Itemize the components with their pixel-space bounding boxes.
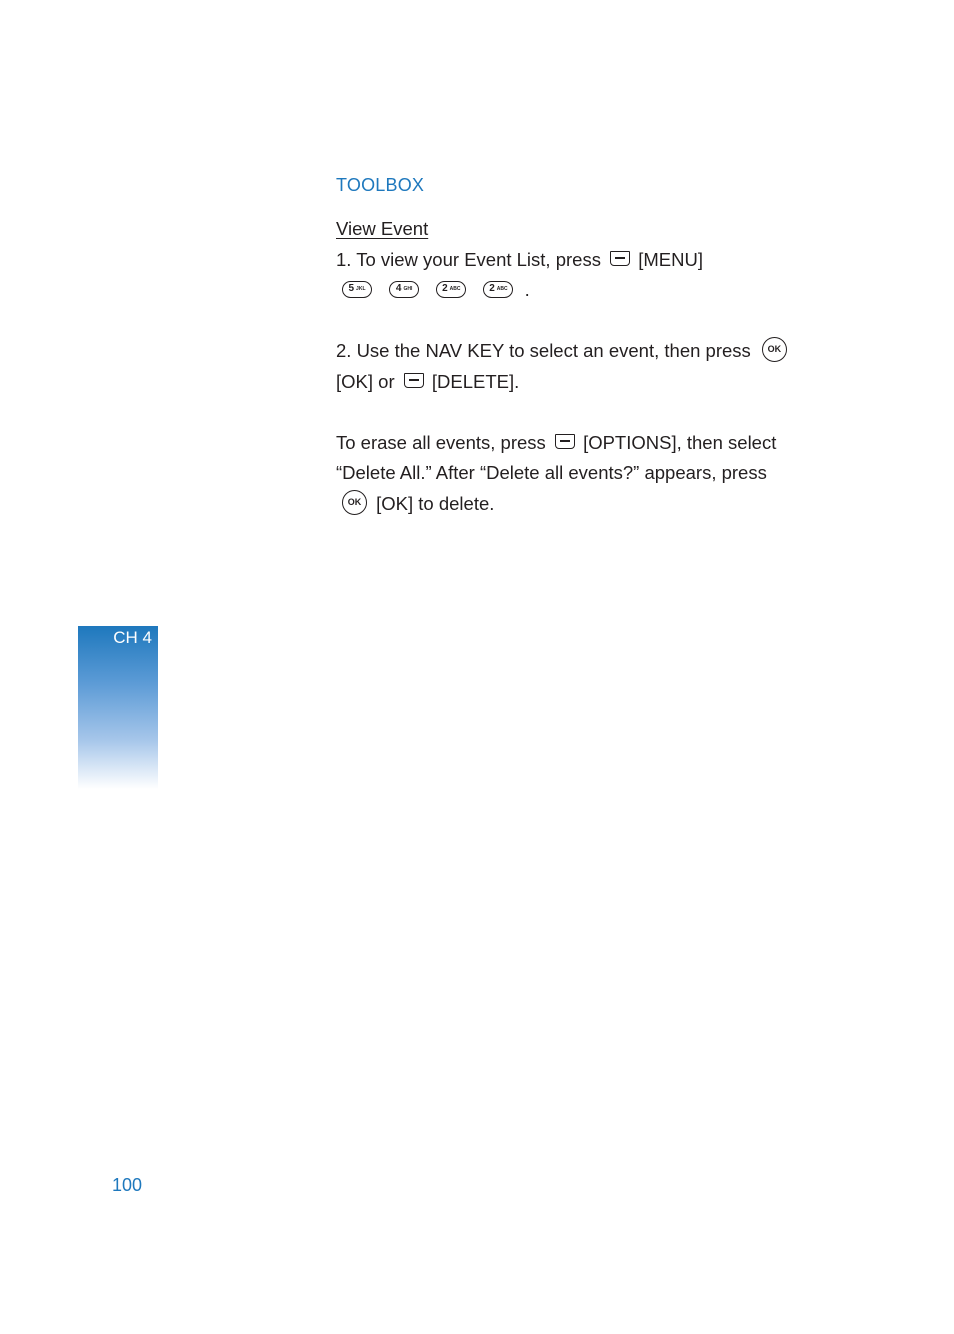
step-2-ok-text: [OK] or	[336, 370, 395, 392]
manual-content	[336, 214, 786, 519]
view-event-heading	[336, 214, 786, 245]
ok-key-icon: OK	[342, 490, 367, 515]
erase-text-2: “Delete All.” After “Delete all events?” appears, press	[336, 462, 767, 483]
erase-line-1	[336, 428, 786, 459]
step-2-line-2	[336, 367, 786, 398]
chapter-label: CH 4	[113, 628, 152, 647]
key-4-icon: 4 GHI	[389, 281, 419, 298]
step-1-keys	[336, 275, 786, 306]
chapter-tab	[78, 626, 158, 789]
delete-label: [DELETE].	[431, 370, 520, 392]
left-softkey-icon	[610, 251, 630, 266]
right-softkey-icon	[404, 373, 424, 388]
erase-text-3: [OK] to delete.	[376, 492, 495, 514]
step-2-line-1	[336, 336, 786, 367]
erase-line-2	[336, 458, 786, 489]
step-1-period: .	[524, 279, 530, 300]
section-title: TOOLBOX	[336, 175, 425, 195]
key-2-icon: 2 ABC	[483, 281, 513, 298]
page-number: 100	[112, 1175, 143, 1195]
step-1-text: 1. To view your Event List, press	[336, 248, 601, 270]
erase-line-3	[336, 489, 786, 520]
erase-text-1: To erase all events, press	[336, 431, 546, 453]
key-2-icon: 2 ABC	[436, 281, 466, 298]
options-label: [OPTIONS], then select	[583, 431, 777, 453]
right-softkey-icon	[555, 434, 575, 449]
key-5-icon: 5 JKL	[342, 281, 372, 298]
step-2-text: 2. Use the NAV KEY to select an event, then press	[336, 340, 751, 361]
step-1-line-1	[336, 245, 786, 276]
heading-text: View Event	[336, 218, 429, 239]
ok-key-icon: OK	[762, 337, 787, 362]
menu-label: [MENU]	[638, 248, 703, 270]
